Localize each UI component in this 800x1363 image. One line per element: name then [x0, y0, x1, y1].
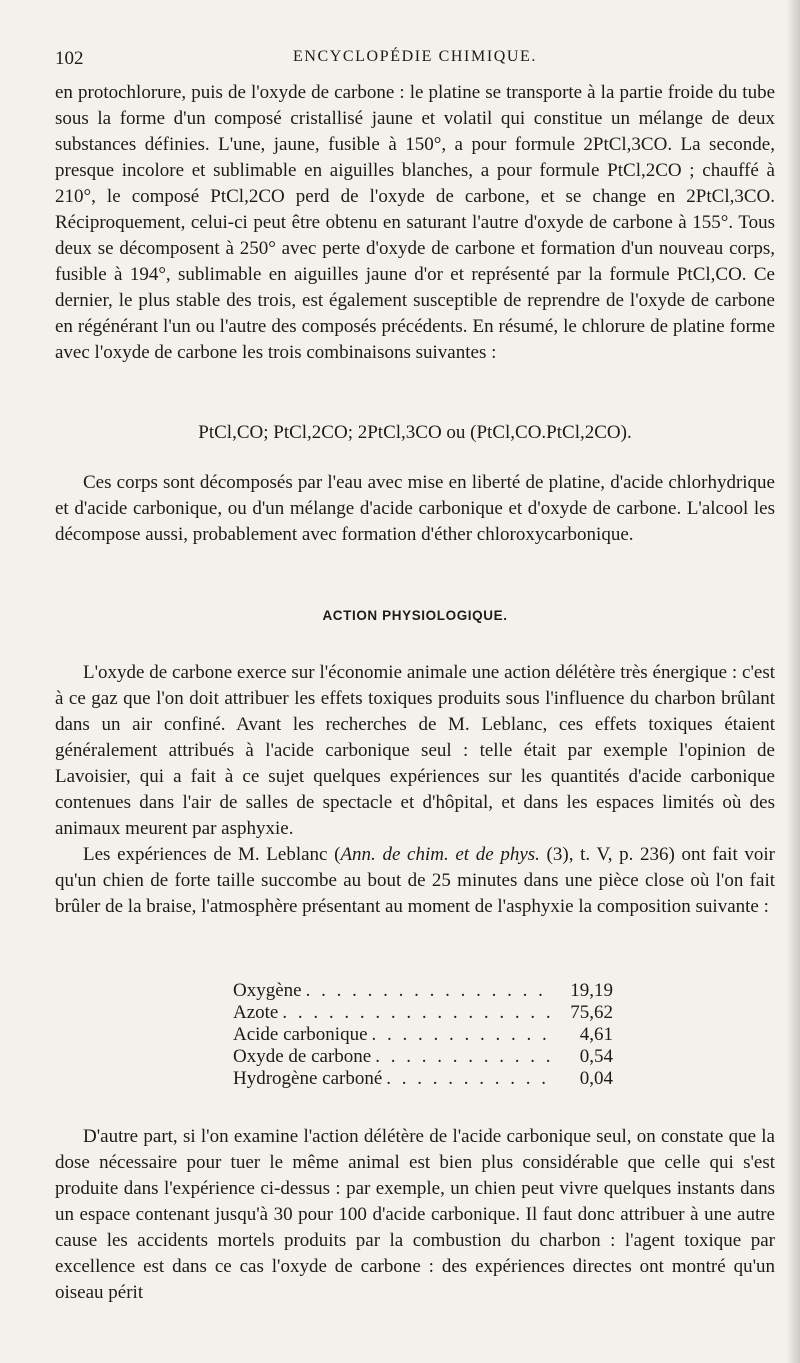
- chemical-formula-line: PtCl,CO; PtCl,2CO; 2PtCl,3CO ou (PtCl,CO.PtCl,2CO).: [198, 422, 632, 443]
- composition-value: 0,54: [579, 1046, 613, 1067]
- composition-value: 4,61: [579, 1024, 613, 1045]
- dot-leader: [306, 980, 553, 1002]
- composition-value: 0,04: [579, 1068, 613, 1089]
- composition-label: Acide carbonique: [233, 1024, 368, 1045]
- composition-row: [233, 980, 613, 1002]
- paragraph-decomposition: Ces corps sont décomposés par l'eau avec mise en liberté de platine, d'acide chlorhydrique et d'acide carbonique, ou d'un mélange d'acide carbonique et d'oxyde de carbone. L'alcool les décompose aussi, probablement avec formation d'éther chloroxycarbonique.: [55, 472, 775, 545]
- composition-value: 75,62: [570, 1002, 613, 1023]
- page-number: 102: [55, 48, 84, 69]
- composition-row: [233, 1002, 613, 1024]
- composition-label: Azote: [233, 1002, 279, 1023]
- page-edge-shadow: [786, 0, 800, 1363]
- text-block-3: [55, 660, 775, 920]
- dot-leader: [375, 1046, 553, 1068]
- running-title: ENCYCLOPÉDIE CHIMIQUE.: [292, 48, 538, 65]
- composition-table: [233, 980, 613, 1090]
- paragraph-leblanc-part-2: (3), t. V, p. 236) ont fait voir qu'un chien de forte taille succombe au bout de 25 minutes dans une pièce close où l'on fait brûler de la braise, l'atmosphère présentant au moment de l'asphyxie la composition suivante :: [55, 844, 775, 917]
- composition-label: Oxygène: [233, 980, 302, 1001]
- journal-citation: Ann. de chim. et de phys.: [340, 844, 540, 865]
- composition-label: Oxyde de carbone: [233, 1046, 372, 1067]
- text-block-4: [55, 1124, 775, 1306]
- paragraph-toxic-effects: L'oxyde de carbone exerce sur l'économie animale une action délétère très énergique : c'est à ce gaz que l'on doit attribuer les effets toxiques produits sous l'influence du charbon brûlant dans un air confiné. Avant les recherches de M. Leblanc, ces effets toxiques étaient généralement attribués à l'acide carbonique seul : telle était par exemple l'opinion de Lavoisier, qui a fait à ce sujet quelques expériences sur les quantités d'acide carbonique contenues dans l'air de salles de spectacle et d'hôpital, et dans les espaces limités où des animaux meurent par asphyxie.: [55, 662, 775, 839]
- composition-row: [233, 1024, 613, 1046]
- composition-value: 19,19: [570, 980, 613, 1001]
- composition-row: [233, 1046, 613, 1068]
- page-header: [55, 44, 775, 74]
- section-heading: ACTION PHYSIOLOGIQUE.: [322, 608, 508, 623]
- dot-leader: [372, 1024, 553, 1046]
- paragraph-carbonic-acid: D'autre part, si l'on examine l'action délétère de l'acide carbonique seul, on constate que la dose nécessaire pour tuer le même animal est bien plus considérable que celle qui s'est produite dans l'expérience ci-dessus : par exemple, un chien peut vivre quelques instants dans un espace contenant jusqu'à 30 pour 100 d'acide carbonique. Il faut donc attribuer à une autre cause les accidents mortels produits par la combustion du charbon : l'agent toxique par excellence est dans ce cas l'oxyde de carbone : des expériences directes ont montré qu'un oiseau périt: [55, 1126, 775, 1303]
- paragraph-leblanc-experiments: [55, 842, 775, 920]
- text-block-1: [55, 80, 775, 366]
- dot-leader: [282, 1002, 553, 1024]
- dot-leader: [386, 1068, 553, 1090]
- composition-row: [233, 1068, 613, 1090]
- composition-label: Hydrogène carboné: [233, 1068, 383, 1089]
- paragraph-continued: en protochlorure, puis de l'oxyde de carbone : le platine se transporte à la partie froide du tube sous la forme d'un composé cristallisé jaune et volatil qui constitue un mélange de deux substances définies. L'une, jaune, fusible à 150°, a pour formule 2PtCl,3CO. La seconde, presque incolore et sublimable en aiguilles blanches, a pour formule PtCl,2CO ; chauffé à 210°, le composé PtCl,2CO perd de l'oxyde de carbone, et se change en 2PtCl,3CO. Réciproquement, celui-ci peut être obtenu en saturant l'autre d'oxyde de carbone à 155°. Tous deux se décomposent à 250° avec perte d'oxyde de carbone et formation d'un nouveau corps, fusible à 194°, sublimable en aiguilles jaune d'or et représenté par la formule PtCl,CO. Ce dernier, le plus stable des trois, est également susceptible de reprendre de l'oxyde de carbone en régénérant l'un ou l'autre des composés précédents. En résumé, le chlorure de platine forme avec l'oxyde de carbone les trois combinaisons suivantes :: [55, 82, 775, 363]
- text-block-2: [55, 470, 775, 548]
- paragraph-leblanc-part-1: Les expériences de M. Leblanc (: [83, 844, 341, 865]
